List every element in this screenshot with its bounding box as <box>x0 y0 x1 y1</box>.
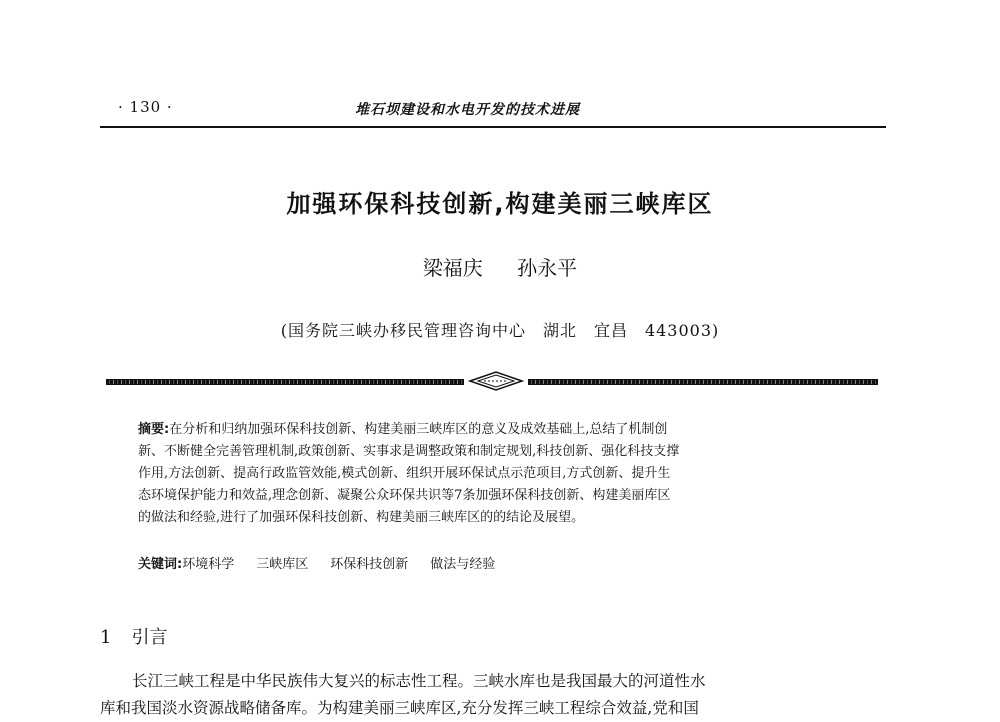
paper-title: 加强环保科技创新,构建美丽三峡库区 <box>286 190 714 218</box>
ornament-rule-right <box>528 377 878 385</box>
keyword: 做法与经验 <box>430 557 496 572</box>
keyword: 环保科技创新 <box>330 557 409 572</box>
section-number: 1 <box>100 627 112 648</box>
author-name: 孙永平 <box>517 256 578 280</box>
abstract-line: 的做法和经验,进行了加强环保科技创新、构建美丽三峡库区的的结论及展望。 <box>138 510 585 525</box>
abstract-label: 摘要: <box>138 422 170 437</box>
affiliation: (国务院三峡办移民管理咨询中心 湖北 宜昌 443003) <box>280 321 720 340</box>
author-name: 梁福庆 <box>422 256 483 280</box>
section-heading <box>100 623 167 649</box>
header-rule <box>100 126 886 128</box>
author-list <box>0 252 1000 281</box>
abstract-text: 在分析和归纳加强环保科技创新、构建美丽三峡库区的意义及成效基础上,总结了机制创 <box>169 422 668 437</box>
keywords <box>138 553 517 572</box>
keywords-label: 关键词: <box>138 557 183 572</box>
abstract-line: 态环境保护能力和效益,理念创新、凝聚公众环保共识等7条加强环保科技创新、构建美丽库区 <box>138 488 671 503</box>
body-paragraph <box>100 668 890 722</box>
body-line: 库和我国淡水资源战略储备库。为构建美丽三峡库区,充分发挥三峡工程综合效益,党和国 <box>100 699 699 717</box>
body-line: 长江三峡工程是中华民族伟大复兴的标志性工程。三峡水库也是我国最大的河道性水 <box>132 672 706 690</box>
page-number: · 130 · <box>118 98 173 116</box>
ornament-diamond-icon <box>468 371 524 391</box>
keyword: 环境科学 <box>182 557 235 572</box>
ornament-rule-left <box>106 377 464 385</box>
abstract-line: 作用,方法创新、提高行政监管效能,模式创新、组织开展环保试点示范项目,方式创新、提升生 <box>138 466 671 481</box>
keyword: 三峡库区 <box>256 557 309 572</box>
abstract-line: 新、不断健全完善管理机制,政策创新、实事求是调整政策和制定规划,科技创新、强化科技支撑 <box>138 444 680 459</box>
running-title: 堆石坝建设和水电开发的技术进展 <box>355 102 580 118</box>
section-title: 引言 <box>131 627 168 648</box>
abstract <box>138 419 850 529</box>
abstract-line <box>138 419 850 441</box>
